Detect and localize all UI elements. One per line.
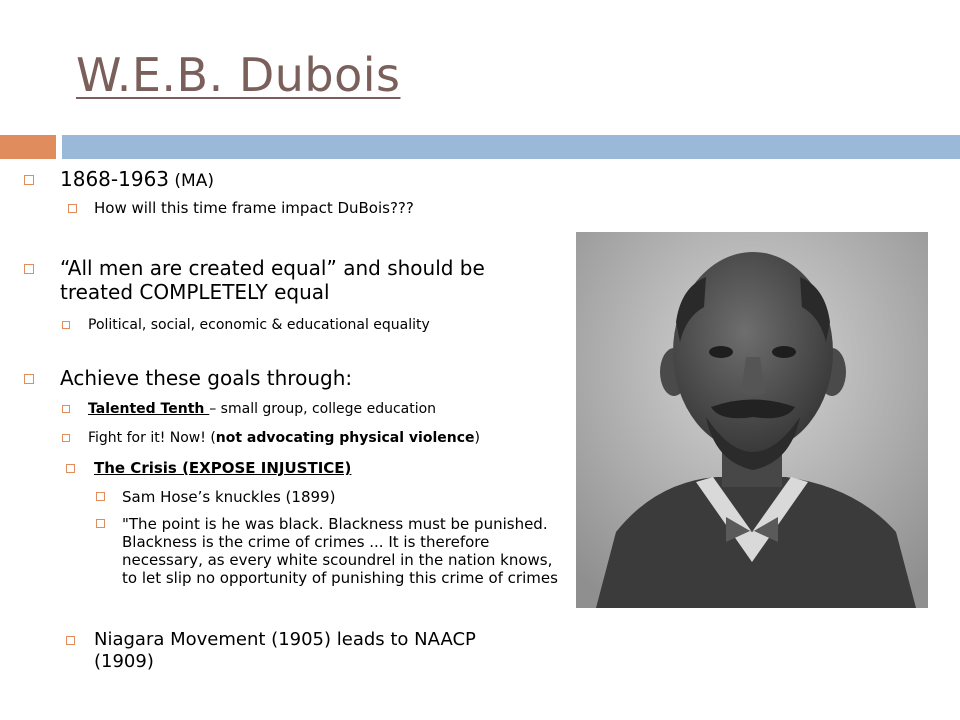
timeframe-text: How will this time frame impact DuBois??? xyxy=(94,199,414,217)
sub-bullet-crisis xyxy=(94,459,351,478)
fight-pre: Fight for it! Now! ( xyxy=(88,430,216,446)
sub-bullet-timeframe xyxy=(94,199,414,218)
header-accent-bar-orange xyxy=(0,135,56,159)
square-bullet-icon xyxy=(62,434,70,442)
square-bullet-icon xyxy=(24,175,34,185)
sub-bullet-sam-hose xyxy=(122,488,335,506)
slide-title: W.E.B. Dubois xyxy=(76,48,401,102)
sub-bullet-quote xyxy=(122,515,562,587)
sam-hose-text: Sam Hose’s knuckles (1899) xyxy=(122,488,336,506)
sub-bullet-niagara xyxy=(94,629,534,673)
square-bullet-icon xyxy=(68,204,77,213)
square-bullet-icon xyxy=(24,264,34,274)
niagara-text: Niagara Movement (1905) leads to NAACP (1909) xyxy=(94,629,476,672)
lifespan-years: 1868-1963 xyxy=(60,167,170,191)
lifespan-state: (MA) xyxy=(169,171,214,191)
sub-bullet-talented-tenth xyxy=(88,400,436,418)
bullet-lifespan xyxy=(60,167,214,193)
square-bullet-icon xyxy=(62,405,70,413)
square-bullet-icon xyxy=(96,492,105,501)
talented-tenth-term: Talented Tenth xyxy=(88,401,210,417)
bullet-goals xyxy=(60,366,352,390)
portrait-photo xyxy=(576,232,928,608)
square-bullet-icon xyxy=(66,636,75,645)
header-accent-bar-blue xyxy=(62,135,960,159)
crisis-text: The Crisis (EXPOSE INJUSTICE) xyxy=(94,459,352,477)
square-bullet-icon xyxy=(24,374,34,384)
square-bullet-icon xyxy=(62,321,70,329)
talented-tenth-desc: – small group, college education xyxy=(209,401,437,417)
sub-bullet-equality-types xyxy=(88,316,430,334)
equality-text: “All men are created equal” and should be treated COMPLETELY equal xyxy=(60,256,485,304)
quote-text: "The point is he was black. Blackness must be punished. Blackness is the crime of crimes ... It is therefore necessary, as every white scoundrel in the nation knows, to let slip no opportunity of punishing this crime of crimes xyxy=(122,515,558,587)
fight-post: ) xyxy=(474,430,480,446)
square-bullet-icon xyxy=(96,519,105,528)
equality-types-text: Political, social, economic & educational equality xyxy=(88,317,430,333)
portrait-illustration xyxy=(576,232,928,608)
sub-bullet-fight xyxy=(88,429,480,447)
square-bullet-icon xyxy=(66,464,75,473)
goals-text: Achieve these goals through: xyxy=(60,366,353,390)
fight-bold: not advocating physical violence xyxy=(215,430,475,446)
bullet-equality xyxy=(60,256,550,304)
